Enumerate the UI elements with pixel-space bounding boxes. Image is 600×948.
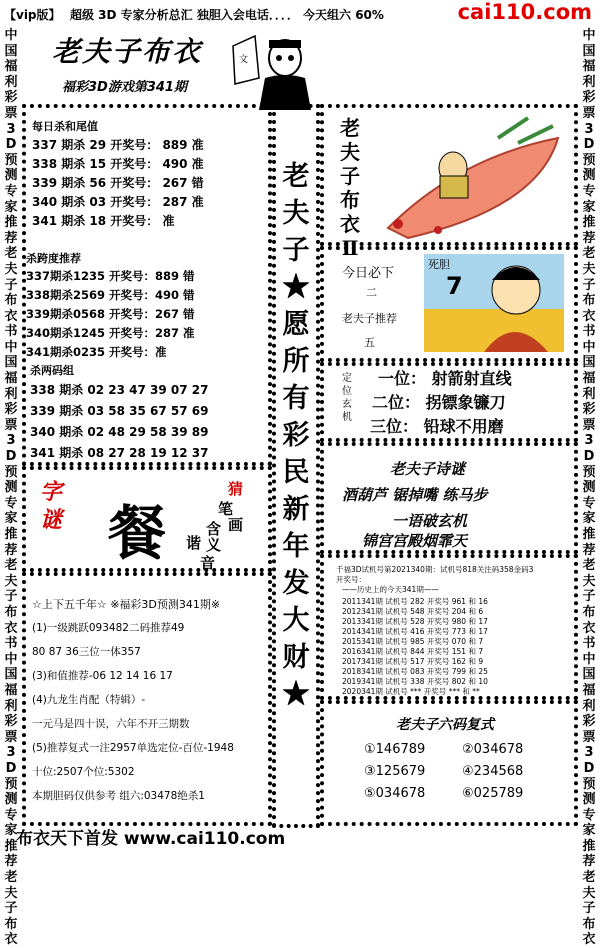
death-label: 死胆: [428, 258, 450, 271]
table-row: 2013341期 试机号 528 开奖号 980 和 17: [342, 617, 488, 626]
poem-line3: 锦宫宫殿烟霏天: [362, 532, 468, 550]
six-code-title: 老夫子六码复式: [396, 717, 494, 733]
list-item: 339 期杀 03 58 35 67 57 69: [30, 404, 209, 418]
table-row: 2016341期 试机号 844 开奖号 151 和 7: [342, 647, 484, 656]
list-item: 337期杀1235 开奖号：889 错: [26, 269, 195, 283]
list-item: (1)一级跳跃093482二码推荐49: [32, 622, 185, 634]
kill-tail-title: 每日杀和尾值: [32, 120, 98, 133]
riddle-word: 画: [228, 516, 244, 534]
table-row: 2012341期 试机号 548 开奖号 204 和 6: [342, 607, 484, 616]
forecast-title: ☆上下五千年☆ ※福彩3D预测341期※: [32, 598, 221, 611]
page-subtitle: 福彩3D游戏第341期: [62, 80, 187, 95]
list-item: 二位： 拐镖象镰刀: [372, 393, 506, 412]
page-title: 老夫子布衣: [52, 35, 203, 68]
carrot-cartoon-icon: [378, 118, 568, 240]
kill-span-title: 杀跨度推荐: [26, 252, 81, 265]
riddle-word: 含: [206, 520, 222, 538]
svg-text:文: 文: [239, 55, 249, 65]
riddle-word: 音: [200, 554, 216, 572]
list-item: 一元马是四十误，六年不开三期数: [32, 718, 190, 730]
death-number: 7: [446, 272, 463, 300]
table-row: 2011341期 试机号 282 开奖号 961 和 16: [342, 597, 488, 606]
list-item: 341 期杀 18 开奖号： 准: [32, 214, 175, 228]
table-row: 2020341期 试机号 *** 开奖号 *** 和 **: [342, 687, 480, 696]
poem-line2: 一语破玄机: [392, 512, 468, 530]
left-decor-column: 中国福利彩票3D预测专家推荐老夫子布衣书中国福利彩票3D预测专家推荐老夫子布衣书中国福利彩票3D预测专家推荐老夫子布衣: [4, 28, 18, 948]
list-item: ④234568: [462, 764, 524, 779]
cartoon-scholar-icon: [225, 28, 325, 110]
recommend-value: 五: [364, 336, 375, 349]
right-top-title: 老夫子布衣Ⅱ: [340, 116, 360, 260]
riddle-label: 字谜: [40, 479, 63, 533]
list-item: ③125679: [364, 764, 426, 779]
vip-tag: 【vip版】: [4, 8, 61, 22]
footer-text: 布衣天下首发 www.cai110.com: [16, 829, 286, 849]
history-header: ——历史上的今天341期——: [342, 585, 439, 594]
list-item: 本期胆码仅供参考 组六:03478绝杀1: [32, 790, 205, 802]
poem-line1: 酒葫芦 锯掉嘴 练马步: [342, 486, 488, 504]
riddle-character: 餐: [108, 499, 167, 567]
riddle-word: 笔: [218, 500, 234, 518]
history-header: 开奖号：: [336, 575, 366, 584]
table-row: 2015341期 试机号 985 开奖号 070 和 7: [342, 637, 484, 646]
right-decor-column: 中国福利彩票3D预测专家推荐老夫子布衣书中国福利彩票3D预测专家推荐老夫子布衣书中国福利彩票3D预测专家推荐老夫子布衣: [582, 28, 596, 948]
list-item: 340 期杀 02 48 29 58 39 89: [30, 425, 209, 439]
list-item: 338期杀2569 开奖号：490 错: [26, 288, 195, 302]
kill-two-title: 杀两码组: [30, 364, 74, 377]
list-item: 一位： 射箭射直线: [378, 369, 512, 388]
list-item: 338 期杀 15 开奖号： 490 准: [32, 157, 204, 171]
site-logo[interactable]: cai110.com: [454, 0, 596, 24]
riddle-word: 义: [206, 536, 222, 554]
must-value: 二: [366, 286, 377, 299]
list-item: (4)九龙生肖配（特辑）-: [32, 694, 146, 706]
list-item: 339 期杀 56 开奖号： 267 错: [32, 176, 204, 190]
list-item: 340 期杀 03 开奖号： 287 准: [32, 195, 204, 209]
banner-headline: 超级 3D 专家分析总汇 独胆入会电话．．．． 今天组六 60%: [70, 8, 384, 22]
list-item: 三位： 铅球不用磨: [370, 417, 504, 436]
list-item: 80 87 36三位一体357: [32, 646, 141, 658]
top-banner: [0, 0, 600, 26]
list-item: 337 期杀 29 开奖号： 889 准: [32, 138, 204, 152]
list-item: 338 期杀 02 23 47 39 07 27: [30, 383, 209, 397]
list-item: ⑥025789: [462, 786, 524, 801]
list-item: 341 期杀 08 27 28 19 12 37: [30, 446, 209, 460]
riddle-word: 谐: [186, 534, 202, 552]
slogan-vertical: 老夫子★愿所有彩民新年发大财★: [282, 161, 310, 710]
must-label: 今日必下: [342, 266, 395, 281]
table-row: 2014341期 试机号 416 开奖号 773 和 17: [342, 627, 488, 636]
poem-title: 老夫子诗谜: [390, 460, 466, 478]
list-item: ①146789: [364, 742, 426, 757]
list-item: (5)推荐复式一注2957单选定位-百位-1948: [32, 742, 234, 754]
history-header: 千福3D试机号第2021340期：试机号818关注码358金码3: [336, 565, 534, 574]
list-item: 340期杀1245 开奖号：287 准: [26, 326, 195, 340]
list-item: 341期杀0235 开奖号：准: [26, 345, 167, 359]
list-item: (3)和值推荐-06 12 14 16 17: [32, 670, 173, 682]
recommend-label: 老夫子推荐: [342, 312, 397, 325]
table-row: 2019341期 试机号 338 开奖号 802 和 10: [342, 677, 488, 686]
table-row: 2017341期 试机号 517 开奖号 162 和 9: [342, 657, 484, 666]
list-item: 339期杀0568 开奖号：267 错: [26, 307, 195, 321]
list-item: ⑤034678: [364, 786, 426, 801]
table-row: 2018341期 试机号 083 开奖号 799 和 25: [342, 667, 488, 676]
positions-label: 定位玄机: [342, 373, 352, 423]
list-item: ②034678: [462, 742, 524, 757]
riddle-word: 猜: [228, 480, 244, 498]
list-item: 十位:2507个位:5302: [32, 766, 135, 778]
